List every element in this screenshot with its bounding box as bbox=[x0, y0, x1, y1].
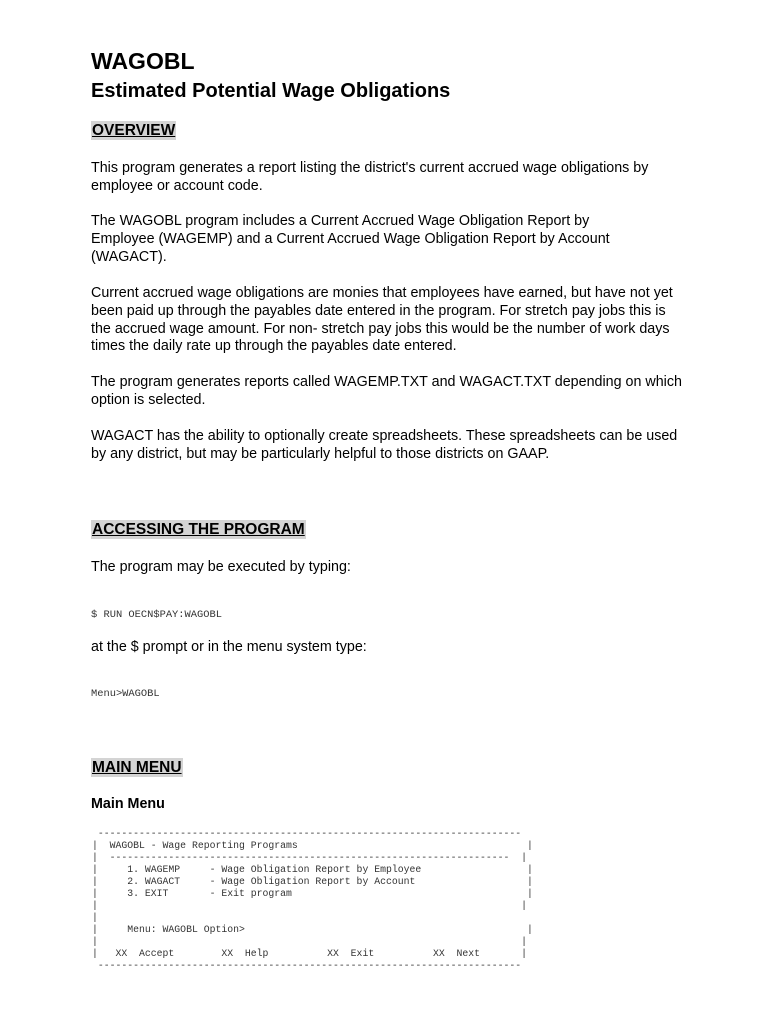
screen-blank-line: | | bbox=[92, 936, 528, 947]
document-title: WAGOBL bbox=[91, 48, 195, 74]
overview-heading-wrap bbox=[91, 121, 176, 140]
menu-option-exit[interactable]: | 3. EXIT - Exit program | bbox=[92, 888, 533, 899]
screen-separator-line: | -------------------------------------------------------------------- | bbox=[92, 852, 528, 863]
screen-key-bar[interactable]: | XX Accept XX Help XX Exit XX Next | bbox=[92, 948, 528, 959]
overview-paragraph-3: Current accrued wage obligations are monies that employees have earned, but have not yet been paid up through the payables date entered in the program. For stretch pay jobs this is the accrued wage amount. For non- stretch pay jobs this would be the number of work days times the daily rate up through the payables date entered. bbox=[91, 285, 673, 355]
terminal-screen bbox=[92, 828, 533, 972]
screen-border-top: ------------------------------------------------------------------------ bbox=[92, 828, 522, 839]
screen-blank-line: | bbox=[92, 912, 98, 923]
overview-paragraph-2: The WAGOBL program includes a Current Accrued Wage Obligation Report by Employee (WAGEMP) and a Current Accrued Wage Obligation Report by Account (WAGACT). bbox=[91, 213, 610, 265]
menu-option-wagact[interactable]: | 2. WAGACT - Wage Obligation Report by Account | bbox=[92, 876, 533, 887]
overview-heading: OVERVIEW bbox=[92, 122, 176, 139]
menu-intro: at the $ prompt or in the menu system type: bbox=[91, 639, 367, 655]
screen-border-bottom: ------------------------------------------------------------------------ bbox=[92, 960, 522, 971]
screen-blank-line: | | bbox=[92, 900, 528, 911]
main-menu-heading: MAIN MENU bbox=[92, 759, 182, 776]
menu-command: Menu>WAGOBL bbox=[91, 688, 160, 700]
document-subtitle: Estimated Potential Wage Obligations bbox=[91, 80, 451, 102]
main-menu-subheading: Main Menu bbox=[91, 796, 165, 812]
accessing-heading: ACCESSING THE PROGRAM bbox=[92, 521, 305, 538]
overview-paragraph-5: WAGACT has the ability to optionally create spreadsheets. These spreadsheets can be used by any district, but may be particularly helpful to those districts on GAAP. bbox=[91, 428, 678, 462]
accessing-heading-wrap bbox=[91, 520, 306, 539]
menu-option-wagemp[interactable]: | 1. WAGEMP - Wage Obligation Report by Employee | bbox=[92, 864, 533, 875]
menu-option-prompt[interactable]: | Menu: WAGOBL Option> | bbox=[92, 924, 533, 935]
overview-paragraph-4: The program generates reports called WAGEMP.TXT and WAGACT.TXT depending on which option is selected. bbox=[91, 374, 682, 408]
accessing-intro: The program may be executed by typing: bbox=[91, 559, 351, 575]
main-menu-heading-wrap bbox=[91, 758, 183, 777]
screen-title-line: | WAGOBL - Wage Reporting Programs | bbox=[92, 840, 533, 851]
run-command: $ RUN OECN$PAY:WAGOBL bbox=[91, 609, 222, 621]
overview-paragraph-1: This program generates a report listing the district's current accrued wage obligations by employee or account code. bbox=[91, 160, 649, 194]
